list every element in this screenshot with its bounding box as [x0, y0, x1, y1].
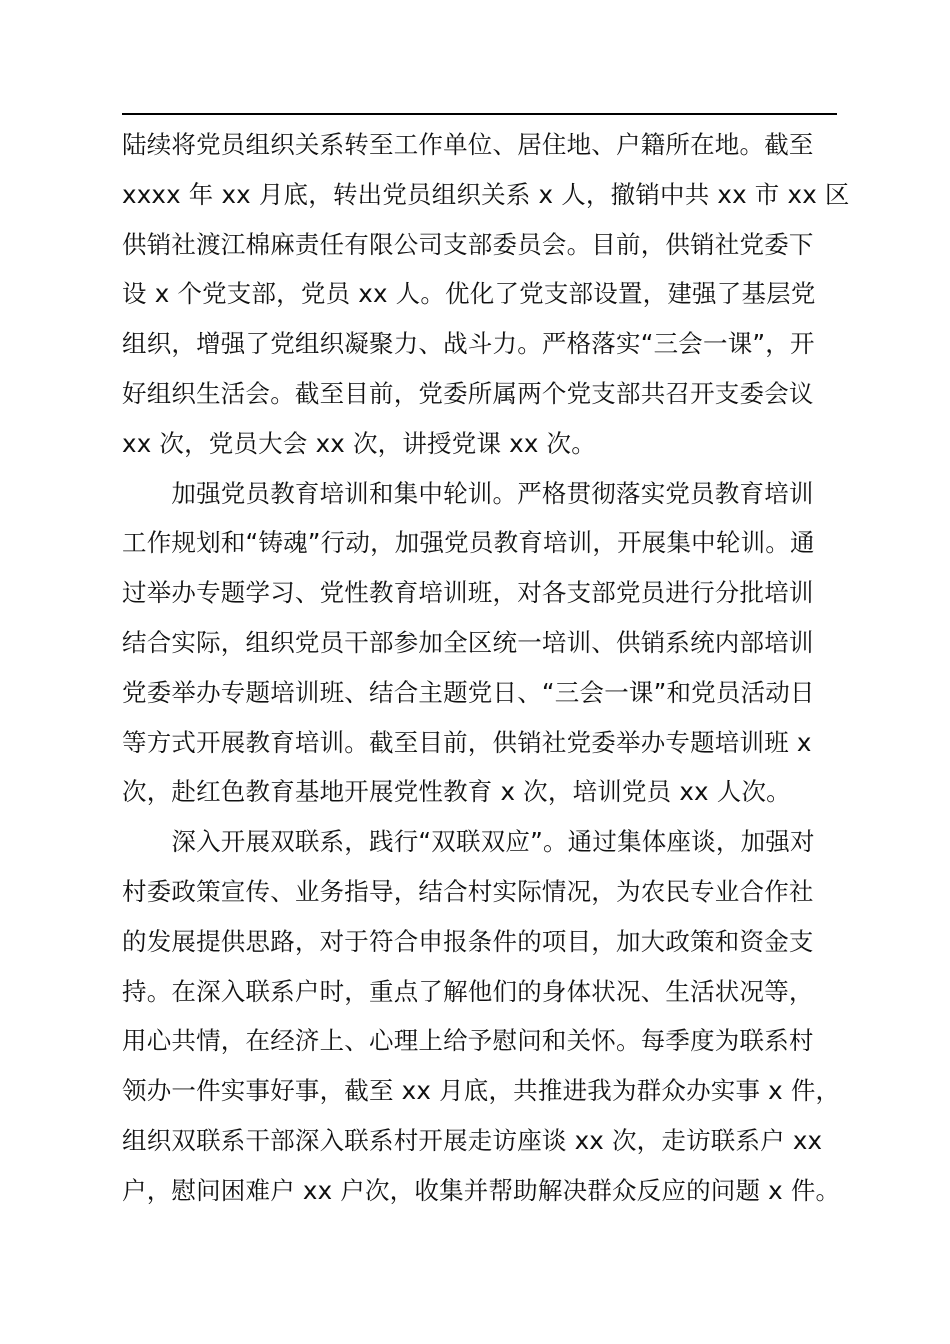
text-line: 设 x 个党支部，党员 xx 人。优化了党支部设置，建强了基层党 — [122, 279, 816, 309]
text-line: 户，慰问困难户 xx 户次，收集并帮助解决群众反应的问题 x 件。 — [122, 1175, 841, 1205]
text-line: 村委政策宣传、业务指导，结合村实际情况，为农民专业合作社 — [122, 876, 814, 906]
text-line: 领办一件实事好事，截至 xx 月底，共推进我为群众办实事 x 件， — [122, 1076, 841, 1106]
text-line: 过举办专题学习、党性教育培训班，对各支部党员进行分批培训 — [122, 578, 814, 608]
text-line: 等方式开展教育培训。截至目前，供销社党委举办专题培训班 x — [122, 727, 812, 757]
text-line: 结合实际，组织党员干部参加全区统一培训、供销系统内部培训 — [122, 627, 814, 657]
text-line: 的发展提供思路，对于符合申报条件的项目，加大政策和资金支 — [122, 926, 814, 956]
paragraph-start-line: 加强党员教育培训和集中轮训。严格贯彻落实党员教育培训 — [122, 478, 814, 508]
text-line: 持。在深入联系户时，重点了解他们的身体状况、生活状况等， — [122, 976, 814, 1006]
text-line: 组织，增强了党组织凝聚力、战斗力。严格落实“三会一课”，开 — [122, 329, 815, 359]
text-line: 党委举办专题培训班、结合主题党日、“三会一课”和党员活动日 — [122, 677, 815, 707]
text-line: 供销社渡江棉麻责任有限公司支部委员会。目前，供销社党委下 — [122, 229, 814, 259]
header-rule — [122, 113, 837, 115]
paragraph-start-line: 深入开展双联系，践行“双联双应”。通过集体座谈，加强对 — [122, 827, 815, 857]
text-line: xxxx 年 xx 月底，转出党员组织关系 x 人，撤销中共 xx 市 xx 区 — [122, 179, 850, 209]
text-line: 组织双联系干部深入联系村开展走访座谈 xx 次，走访联系户 xx — [122, 1125, 823, 1155]
text-line: 次，赴红色教育基地开展党性教育 x 次，培训党员 xx 人次。 — [122, 777, 791, 807]
text-line: 用心共情，在经济上、心理上给予慰问和关怀。每季度为联系村 — [122, 1026, 814, 1056]
text-line: 好组织生活会。截至目前，党委所属两个党支部共召开支委会议 — [122, 378, 814, 408]
document-body — [122, 120, 850, 1216]
text-line: 陆续将党员组织关系转至工作单位、居住地、户籍所在地。截至 — [122, 130, 814, 159]
text-line: 工作规划和“铸魂”行动，加强党员教育培训，开展集中轮训。通 — [122, 528, 815, 558]
text-line: xx 次，党员大会 xx 次，讲授党课 xx 次。 — [122, 428, 596, 458]
